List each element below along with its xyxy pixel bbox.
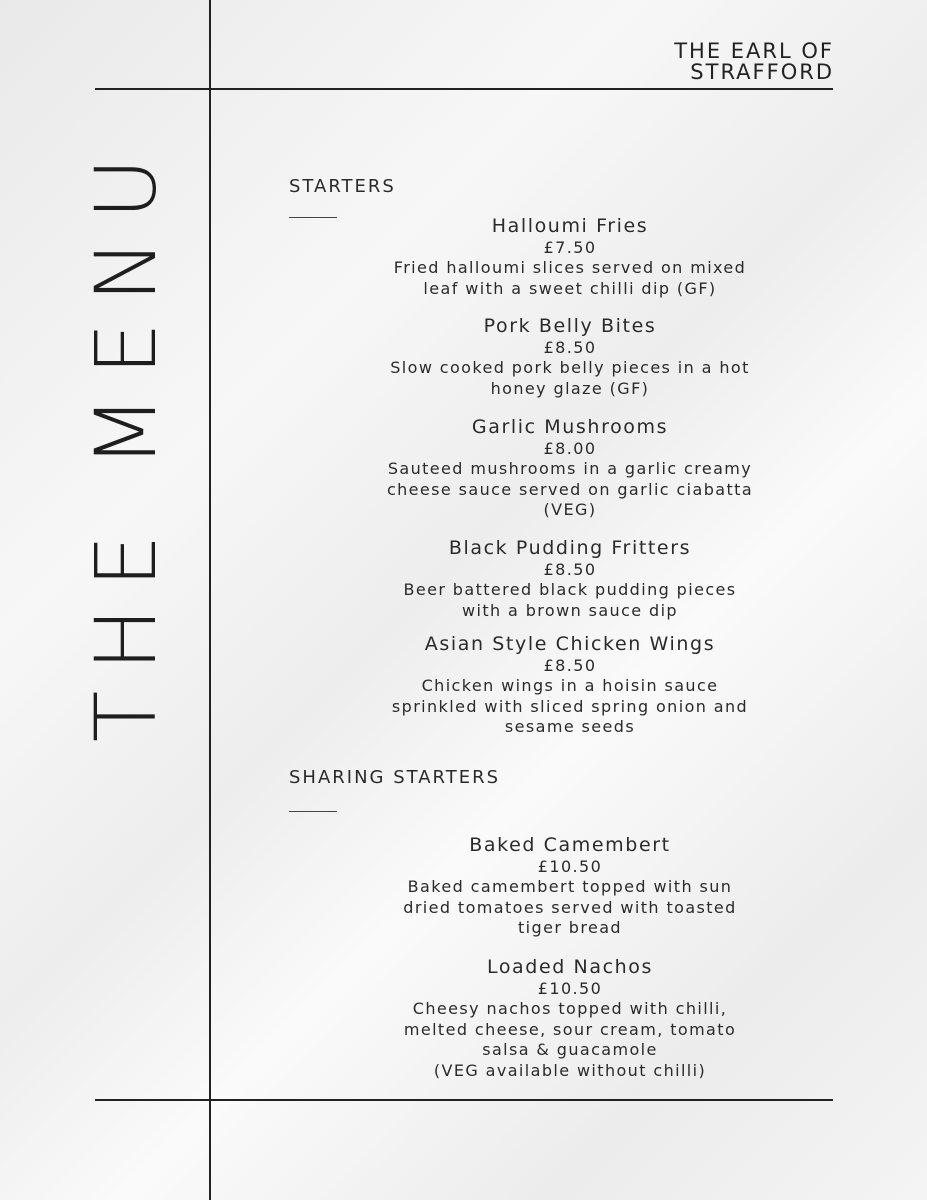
item-description: Slow cooked pork belly pieces in a hot bbox=[390, 358, 750, 377]
item-description: sesame seeds bbox=[504, 717, 636, 736]
item-price: £8.50 bbox=[543, 559, 597, 579]
section-rule bbox=[289, 217, 337, 218]
item-price: £10.50 bbox=[537, 978, 603, 998]
item-name: Asian Style Chicken Wings bbox=[424, 633, 716, 655]
brand-name bbox=[600, 41, 834, 83]
item-name: Halloumi Fries bbox=[491, 215, 649, 237]
item-description: cheese sauce served on garlic ciabatta bbox=[386, 479, 754, 499]
item-description: Beer battered black pudding pieces bbox=[403, 580, 737, 599]
menu-title: THE MENU bbox=[77, 137, 175, 743]
item-description: melted cheese, sour cream, tomato bbox=[403, 1019, 737, 1039]
menu-item bbox=[360, 216, 780, 299]
item-name: Baked Camembert bbox=[469, 834, 671, 856]
menu-item bbox=[360, 538, 780, 621]
item-name: Pork Belly Bites bbox=[483, 315, 657, 337]
brand-line-2: STRAFFORD bbox=[690, 60, 834, 84]
item-price: £8.50 bbox=[543, 655, 597, 675]
item-description: Fried halloumi slices served on mixed bbox=[393, 258, 747, 277]
item-description: dried tomatoes served with toasted bbox=[403, 897, 737, 917]
item-price: £8.50 bbox=[543, 337, 597, 357]
item-price: £8.00 bbox=[543, 438, 597, 458]
section-title-starters: STARTERS bbox=[289, 176, 396, 197]
item-price: £10.50 bbox=[537, 856, 603, 876]
item-description: with a brown sauce dip bbox=[462, 600, 678, 620]
item-description: Baked camembert topped with sun bbox=[407, 877, 733, 896]
item-name: Garlic Mushrooms bbox=[471, 416, 669, 438]
section-title-sharing-starters: SHARING STARTERS bbox=[289, 767, 501, 788]
item-description: (VEG) bbox=[543, 500, 597, 519]
item-name: Black Pudding Fritters bbox=[448, 537, 692, 559]
menu-item bbox=[360, 835, 780, 939]
item-name: Loaded Nachos bbox=[486, 956, 654, 978]
menu-item bbox=[360, 417, 780, 521]
item-description: leaf with a sweet chilli dip (GF) bbox=[423, 278, 717, 298]
item-description: tiger bread bbox=[518, 918, 622, 937]
menu-item bbox=[360, 634, 780, 738]
item-description: salsa & guacamole bbox=[482, 1040, 658, 1059]
menu-item bbox=[360, 957, 780, 1081]
item-description: Sauteed mushrooms in a garlic creamy bbox=[387, 459, 753, 478]
brand-line-1: THE EARL OF bbox=[674, 39, 834, 63]
item-description: (VEG available without chilli) bbox=[433, 1060, 707, 1080]
section-rule bbox=[289, 811, 337, 812]
item-price: £7.50 bbox=[543, 237, 597, 257]
item-description: honey glaze (GF) bbox=[490, 378, 650, 398]
item-description: sprinkled with sliced spring onion and bbox=[391, 696, 749, 716]
menu-item bbox=[360, 316, 780, 399]
top-divider bbox=[95, 88, 833, 90]
bottom-divider bbox=[95, 1099, 833, 1101]
vertical-divider bbox=[209, 0, 211, 1200]
item-description: Chicken wings in a hoisin sauce bbox=[421, 676, 719, 695]
item-description: Cheesy nachos topped with chilli, bbox=[412, 999, 728, 1018]
